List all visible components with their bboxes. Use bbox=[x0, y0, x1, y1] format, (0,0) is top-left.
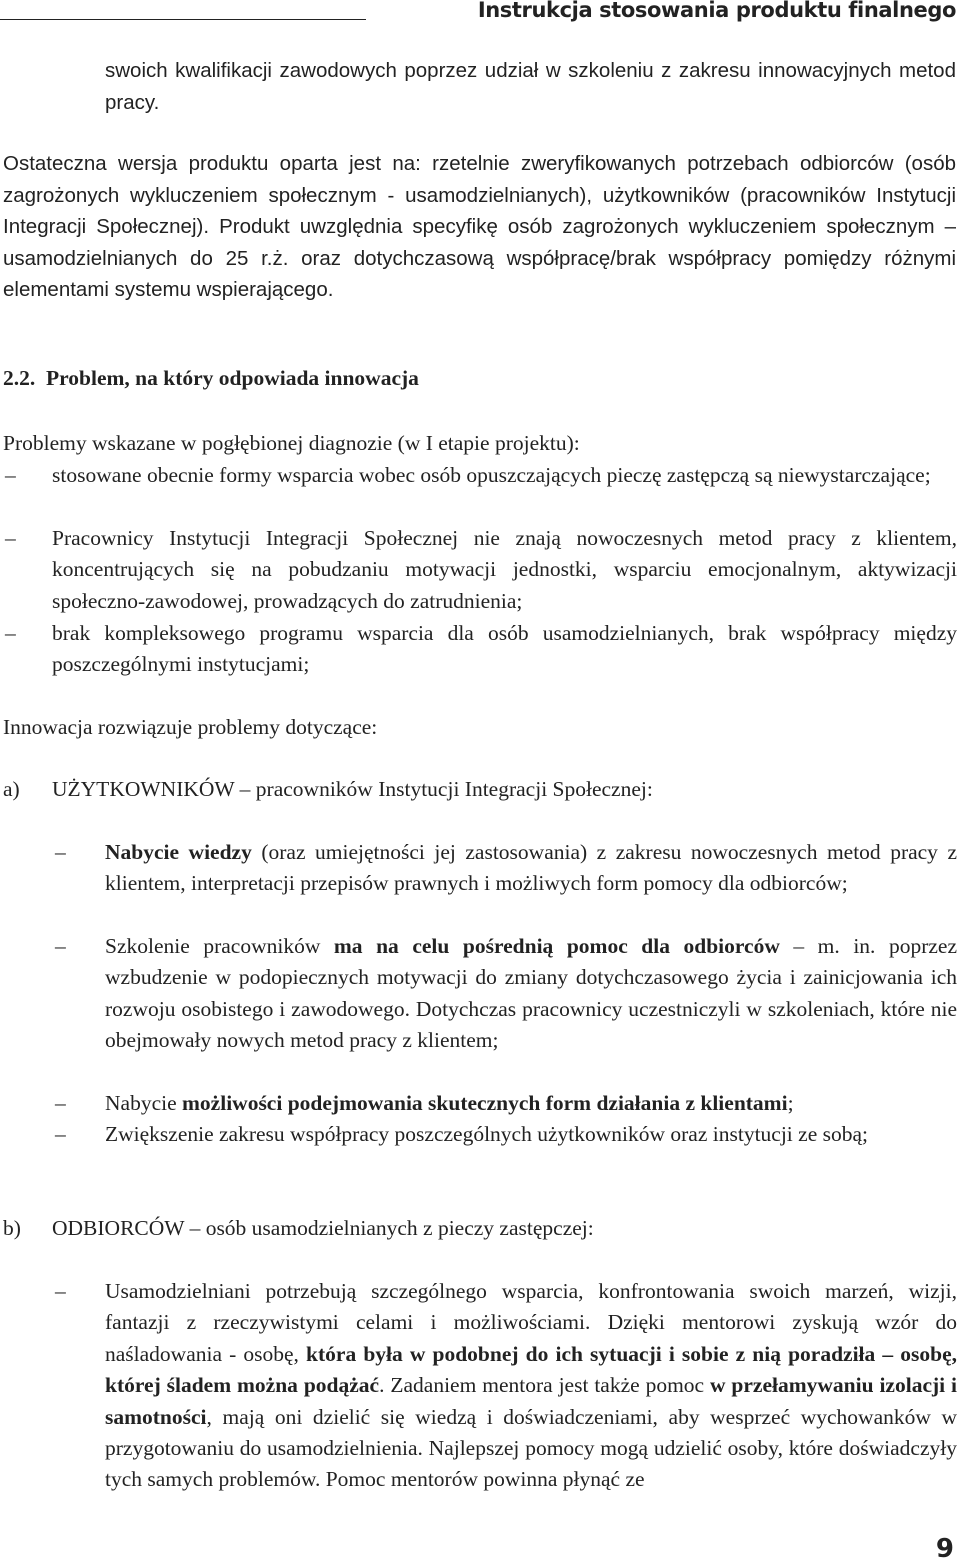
header-rule bbox=[0, 19, 366, 20]
users-item-1-text: (oraz umiejętności jej zastosowania) z zakresu nowoczesnych metod pracy z klientem, interpretacji przepisów prawnych i możliwych form pomocy dla odbiorców; bbox=[105, 840, 957, 896]
users-marker: a) bbox=[3, 777, 20, 801]
section-number: 2.2. bbox=[3, 366, 36, 390]
dash-bullet: – bbox=[5, 463, 16, 487]
recipients-item-1-bold-2: w przełamywaniu izolacji i samotności bbox=[105, 1373, 957, 1429]
users-item-3-text: ; bbox=[787, 1091, 794, 1115]
recipients-item-1 bbox=[105, 1276, 957, 1496]
recipients-item-1-pre: Usamodzielniani potrzebują szczególnego wsparcia, konfrontowania swoich marzeń, wizji, fantazji z rzeczywistymi celami i możliwościami. Dzięki mentorowi zyskują wzór do naśladowania - osobę, bbox=[105, 1279, 957, 1366]
problem-item-3: brak kompleksowego programu wsparcia dla osób usamodzielnianych, brak współpracy między poszczególnymi instytucjami; bbox=[52, 621, 957, 677]
users-item-4: Zwiększenie zakresu współpracy poszczególnych użytkowników oraz instytucji ze sobą; bbox=[105, 1122, 868, 1146]
users-item-2 bbox=[105, 931, 957, 1057]
users-item-2-text: – m. in. poprzez wzbudzenie w podopiecznych motywacji do zmiany dotychczasowego życia i zainicjowania ich rozwoju osobistego i zawodowego. Dotychczas pracownicy uczestniczyli w szkoleniach, które nie obejmowały nowych metod pracy z klientem; bbox=[105, 934, 957, 1053]
recipients-item-1-bold-1: która była w podobnej do ich sytuacji i sobie z nią poradziła – osobę, której śladem można podążać bbox=[105, 1341, 957, 1398]
users-heading: UŻYTKOWNIKÓW – pracowników Instytucji Integracji Społecznej: bbox=[52, 777, 653, 801]
recipients-item-1-text: , mają oni dzielić się wiedzą i doświadczeniami, aby wesprzeć wychowanków w przygotowaniu do usamodzielnienia. Najlepszej pomocy mogą udzielić osoby, które doświadczyły tych samych problemów. Pomoc mentorów powinna płynąć ze bbox=[105, 1404, 957, 1492]
innovation-intro: Innowacja rozwiązuje problemy dotyczące: bbox=[3, 715, 378, 739]
users-item-1 bbox=[105, 837, 957, 900]
problem-item-1: stosowane obecnie formy wsparcia wobec osób opuszczających pieczę zastępczą są niewystarczające; bbox=[52, 463, 931, 487]
users-item-3 bbox=[105, 1088, 957, 1119]
users-item-2-bold: ma na celu pośrednią pomoc dla odbiorców bbox=[333, 934, 780, 958]
users-item-2-pre: Szkolenie pracowników bbox=[105, 934, 334, 958]
dash-bullet: – bbox=[55, 934, 66, 958]
intro-continuation: swoich kwalifikacji zawodowych poprzez udział w szkoleniu z zakresu innowacyjnych metod pracy. bbox=[105, 59, 956, 114]
problem-item-2: Pracownicy Instytucji Integracji Społecznej nie znają nowoczesnych metod pracy z klientem, koncentrujących się na pobudzaniu motywacji jednostki, wsparciu emocjonalnym, aktywizacji społeczno-zawodowej, prowadzących do zatrudnienia; bbox=[52, 526, 957, 613]
final-version-paragraph: Ostateczna wersja produktu oparta jest na: rzetelnie zweryfikowanych potrzebach odbiorców (osób zagrożonych wykluczeniem społecznym - usamodzielnianych), użytkowników (pracowników Instytucji Integracji Społecznej). Produkt uwzględnia specyfikę osób zagrożonych wykluczeniem społecznym – usamodzielnianych do 25 r.ż. oraz dotychczasową współpracę/brak współpracy pomiędzy różnymi elementami systemu wspierającego. bbox=[3, 152, 956, 301]
dash-bullet: – bbox=[55, 1279, 66, 1303]
dash-bullet: – bbox=[55, 1091, 66, 1115]
dash-bullet: – bbox=[55, 840, 66, 864]
recipients-heading: ODBIORCÓW – osób usamodzielnianych z pieczy zastępczej: bbox=[52, 1216, 594, 1240]
page-number: 9 bbox=[935, 1534, 954, 1564]
section-heading bbox=[3, 366, 419, 391]
recipients-item-1-mid: . Zadaniem mentora jest także pomoc bbox=[379, 1373, 710, 1398]
recipients-marker: b) bbox=[3, 1216, 21, 1240]
dash-bullet: – bbox=[5, 621, 16, 645]
dash-bullet: – bbox=[55, 1122, 66, 1146]
problems-intro: Problemy wskazane w pogłębionej diagnozie (w I etapie projektu): bbox=[3, 431, 580, 455]
page-header bbox=[0, 0, 960, 28]
section-title: Problem, na który odpowiada innowacja bbox=[46, 366, 419, 390]
dash-bullet: – bbox=[5, 526, 16, 550]
users-item-3-pre: Nabycie bbox=[105, 1091, 183, 1115]
header-title: Instrukcja stosowania produktu finalnego bbox=[477, 0, 956, 22]
users-item-3-bold: możliwości podejmowania skutecznych form działania z klientami bbox=[182, 1091, 788, 1115]
users-item-1-bold: Nabycie wiedzy bbox=[105, 840, 252, 864]
